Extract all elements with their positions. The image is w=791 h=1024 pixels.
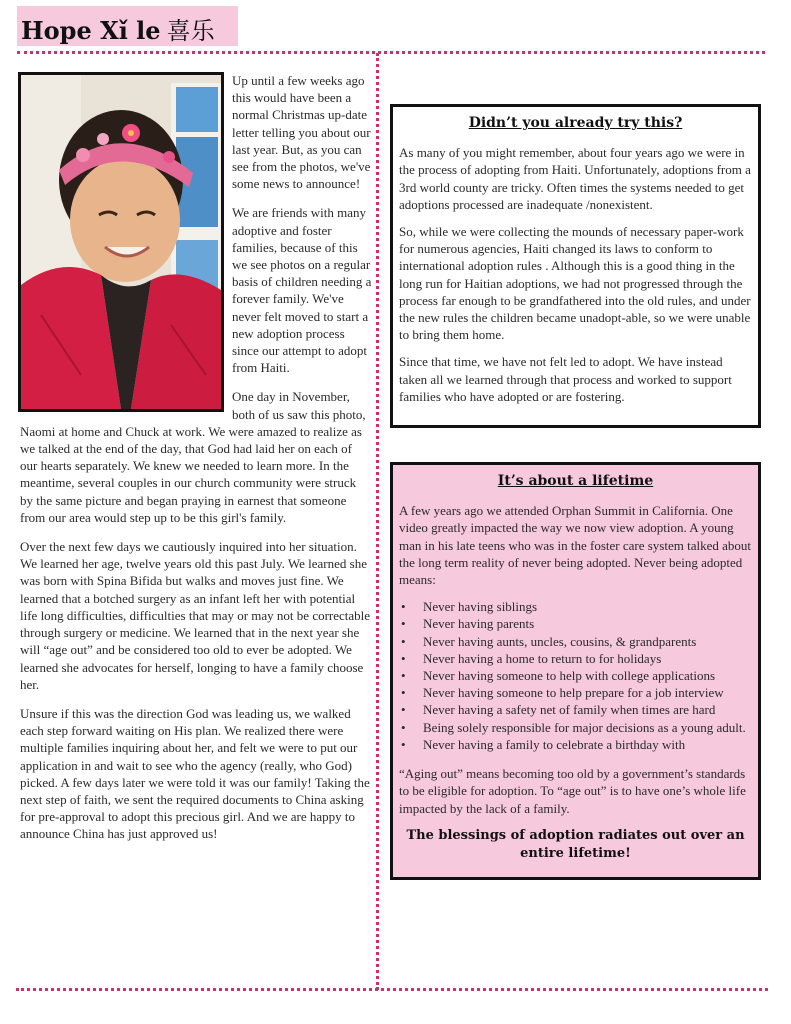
sidebar-lifetime-title: It’s about a lifetime (497, 473, 654, 490)
title-chinese: 喜乐 (166, 17, 215, 45)
list-item: • Never having someone to help prepare for a job interview (399, 684, 752, 701)
sidebar (390, 104, 761, 880)
never-adopted-list (399, 598, 752, 753)
newsletter-title (21, 11, 215, 46)
haiti-paragraph-1: As many of you might remember, about four years ago we were in the process of adopting from Haiti. Unfortunately, adoptions from a 3rd world county are tricky. Often times the systems needed to get adoptions processed are inadequate /nonexistent. (399, 145, 751, 212)
column-divider (376, 53, 379, 990)
masthead (17, 6, 238, 46)
aging-out-paragraph: “Aging out” means becoming too old by a government’s standards to be eligible for adoption. To “age out” is to have one’s whole life impacted by the lack of a family. (399, 766, 746, 816)
haiti-paragraph-2: So, while we were collecting the mounds of necessary paper-work for numerous agencies, Haiti changed its laws to conform to international adoption rules . Although this is a good thing in the long run for Haitian adoptions, we had not progressed through the process far enough to be grandfathered into the old rules, and under the new rules the children became unadopt-able, so we were unable to bring them home. (399, 224, 751, 343)
list-item: • Never having parents (399, 615, 752, 632)
haiti-paragraph-3: Since that time, we have not felt led to adopt. We have instead taken all we learned through that process and worked to support families who have adopted or are fostering. (399, 354, 732, 404)
intro-paragraph-1: Up until a few weeks ago this would have been a normal Christmas up-date letter telling you about our last year. But, as you can see from the photos, we've some news to announce! (232, 73, 371, 192)
title-text: Hope Xǐ le (21, 16, 161, 45)
november-lead: One day in November, (232, 389, 350, 405)
photo-illustration (21, 75, 221, 409)
approval-paragraph: Unsure if this was the direction God was leading us, we walked each step forward waiting on His plan. We realized there were multiple families inquiring about her, and felt we were to put our application in and wait to see who the agency (really, who God) picked. A few days later we were told it was our family! Taking the next step of faith, we sent the required documents to China asking for pre-approval to adopt this precious girl. And we are happy to announce China has just approved us! (20, 705, 370, 842)
sidebar-haiti-title: Didn’t you already try this? (468, 115, 683, 131)
list-item: • Never having a family to celebrate a birthday with (399, 736, 752, 753)
list-item: • Never having siblings (399, 598, 752, 615)
closing-statement: The blessings of adoption radiates out over an entire lifetime! (406, 827, 745, 861)
top-dotted-rule (17, 51, 765, 54)
list-item: • Never having a safety net of family when times are hard (399, 701, 752, 718)
sidebar-lifetime-box (390, 462, 761, 880)
list-item: • Never having someone to help with college applications (399, 667, 752, 684)
sidebar-haiti-box (390, 104, 761, 428)
girl-photo (18, 72, 224, 412)
intro-paragraph-2: We are friends with many adoptive and foster families, because of this we see photos on a regular basis of children needing a forever family. We've never felt moved to start a new adoption process since our attempt to adopt from Haiti. (232, 205, 372, 376)
list-item: • Never having aunts, uncles, cousins, & grandparents (399, 633, 752, 650)
inquiry-paragraph: Over the next few days we cautiously inquired into her situation. We learned her age, twelve years old this past July. We learned she was born with Spina Bifida but walks and moves just fine. We learned that a botched surgery as an infant left her with potential life long difficulties, difficulties that may or may not be correctable through surgery or medicine. We learned that in the next year she will “age out” and be considered too old to ever be adopted. We learned she advocates for herself, longing to have a family choose her. (20, 539, 371, 692)
list-item: • Being solely responsible for major decisions as a young adult. (399, 719, 752, 736)
november-paragraph: both of us saw this photo, Naomi at home and Chuck at work. We were amazed to realize as we talked at the end of the day, that God had laid her on each of our hearts separately. We knew we needed to learn more. In the meantime, several couples in our church community were struck by the same picture and began praying in earnest that someone from our area would step up to be this girl's family. (20, 406, 366, 525)
list-item: • Never having a home to return to for holidays (399, 650, 752, 667)
bottom-dotted-rule (16, 988, 768, 991)
main-story (20, 72, 372, 855)
lifetime-intro: A few years ago we attended Orphan Summit in California. One video greatly impacted the way we now view adoption. A young man in his late teens who was in the foster care system talked about the long term reality of never being adopted. Never being adopted means: (399, 503, 751, 588)
